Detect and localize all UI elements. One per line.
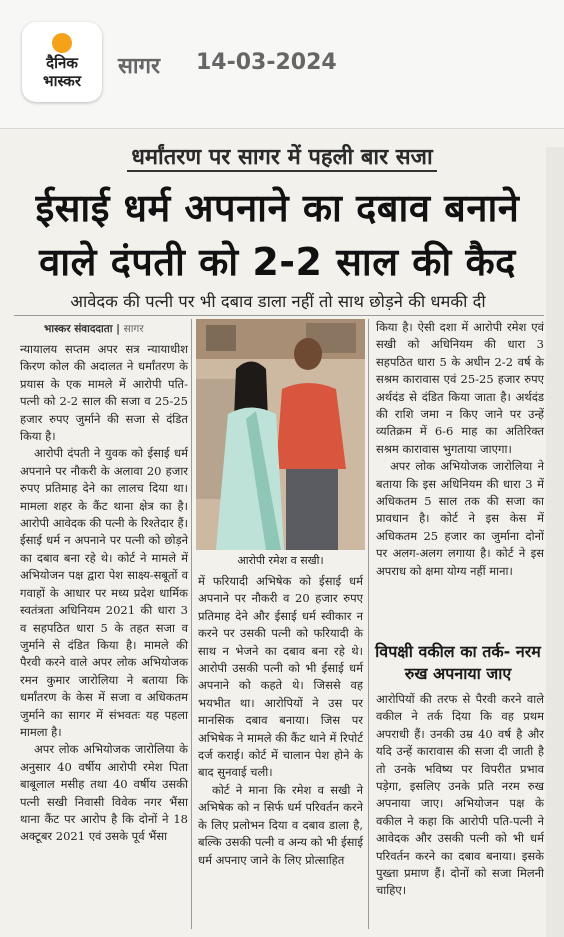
article-subheadline: आवेदक की पत्नी पर भी दबाव डाला नहीं तो साथ छोड़ने की धमकी दी (70, 292, 486, 311)
paragraph: किया है। ऐसी दशा में आरोपी रमेश एवं सखी को अधिनियम की धारा 3 सहपठित धारा 5 के अधीन 2-2 वर्ष के सश्रम कारावास एवं 25-25 हजार रुपए अर्थदंड से दंडित किया जाता है। अर्थदंड की राशि जमा न किए जाने पर उन्हें व्यतिक्रम में 6-6 माह का अतिरिक्त सश्रम कारावास भुगताया जाएगा। (376, 320, 544, 456)
dainik-bhaskar-logo (22, 22, 102, 102)
paragraph: आरोपियों की तरफ से पैरवी करने वाले वकील ने तर्क दिया कि वह प्रथम अपराधी हैं। उनकी उम्र 40 वर्ष है और यदि उन्हें कारावास की सजा दी जाती है तो उनके भविष्य पर विपरीत प्रभाव पड़ेगा, इसलिए उनके प्रति नरम रुख अपनाया जाए। अभियोजन पक्ष के वकील ने कहा कि आरोपी पति-पत्नी ने आवेदक और उसकी पत्नी को भी धर्म परिवर्तन करने का दबाव बनाया। इसके पुख्ता प्रमाण हैं। दोनों को सजा मिलनी चाहिए। (376, 692, 544, 898)
article-column-3-continued (376, 691, 544, 900)
byline-author: भास्कर संवाददाता (44, 323, 113, 335)
article-column-3 (376, 319, 544, 580)
byline: भास्कर संवाददाता | सागर (44, 323, 144, 335)
article-column-1 (20, 341, 188, 846)
divider (14, 315, 544, 316)
sun-icon (52, 33, 72, 53)
edition-date: 14-03-2024 (196, 50, 337, 75)
paragraph: न्यायालय सप्तम अपर सत्र न्यायाधीश किरण कोल की अदालत ने धर्मांतरण के प्रयास के एक मामले में आरोपी पति-पत्नी को 2-2 साल की सजा व 25-25 हजार रुपए जुर्माने की सजा से दंडित किया है। (20, 342, 188, 444)
logo-text-line2: भास्कर (43, 72, 81, 90)
article-column-2 (198, 573, 363, 869)
article-headline (10, 181, 545, 289)
column-divider (368, 319, 369, 929)
byline-city: सागर (123, 323, 144, 335)
couple-photo (196, 319, 365, 550)
page-header (0, 0, 564, 129)
column-subheading: विपक्षी वकील का तर्क- नरम रुख अपनाया जाए (375, 642, 541, 683)
adjacent-page-edge (546, 147, 564, 937)
paragraph: अपर लोक अभियोजक जारोलिया के अनुसार 40 वर्षीय आरोपी रमेश पिता बाबूलाल मसीह तथा 40 वर्षीय उसकी पत्नी सखी निवासी विवेक नगर भैंसा थाना कैंट पर आरोप है कि दोनों ने 18 अक्टूबर 2021 एवं उसके पूर्व भैंसा (20, 742, 188, 844)
paragraph: में फरियादी अभिषेक को ईसाई धर्म अपनाने पर नौकरी व 20 हजार रुपए प्रतिमाह देने और ईसाई धर्म स्वीकार न करने पर उसकी पत्नी को फरियादी के साथ न भेजने का दबाव बना रहे थे। आरोपी उसकी पत्नी को भी ईसाई धर्म अपनाने को कहते थे। जिससे वह भयभीत था। आरोपियों ने उस पर मानसिक दबाव बनाया। जिस पर अभिषेक ने मामले की कैंट थाने में रिपोर्ट दर्ज कराई। कोर्ट में चालान पेश होने के बाद सुनवाई चली। (198, 574, 363, 780)
paragraph: कोर्ट ने माना कि रमेश व सखी ने अभिषेक को न सिर्फ धर्म परिवर्तन करने के लिए प्रलोभन दिया व दबाव डाला है, बल्कि उसकी पत्नी व अन्य को भी ईसाई धर्म अपनाए जाने के लिए प्रोत्साहित (198, 782, 363, 867)
article-kicker: धर्मांतरण पर सागर में पहली बार सजा (0, 141, 564, 171)
photo-illustration (196, 319, 365, 550)
photo-caption: आरोपी रमेश व सखी। (237, 554, 324, 567)
paragraph: आरोपी दंपती ने युवक को ईसाई धर्म अपनाने पर नौकरी के अलावा 20 हजार रुपए प्रतिमाह देने का लालच दिया था। मामला शहर के कैंट थाना क्षेत्र का है। आरोपी आवेदक की पत्नी के रिश्तेदार हैं। ईसाई धर्म न अपनाने पर पत्नी को छोड़ने का दबाव बना रहे थे। कोर्ट ने मामले में अभियोजन पक्ष द्वारा पेश साक्ष्य-सबूतों व गवाहों के आधार पर मध्य प्रदेश धार्मिक स्वतंत्रता अधिनियम 2021 की धारा 3 व सहपठित धारा 5 के तहत सजा व जुर्माने से दंडित किया है। मामले की पैरवी करने वाले अपर लोक अभियोजक रमन कुमार जारोलिया ने बताया कि धर्मांतरण के केस में सजा व अधिकतम जुर्माने का सागर में संभवतः यह पहला मामला है। (20, 446, 188, 739)
logo-text-line1: दैनिक (46, 54, 78, 72)
paragraph: अपर लोक अभियोजक जारोलिया ने बताया कि इस अधिनियम की धारा 3 में अधिकतम 5 साल तक की सजा का प्रावधान है। कोर्ट ने इस केस में अधिकतम 25 हजार का जुर्माना दोनों पर अलग-अलग लगाया है। कोर्ट ने इस अपराध को क्षमा योग्य नहीं माना। (376, 459, 544, 578)
newspaper-clipping (0, 129, 564, 937)
edition-city: सागर (118, 54, 160, 79)
headline-line-2: वाले दंपती को 2-2 साल की कैद (39, 240, 516, 284)
column-divider (191, 319, 192, 929)
headline-line-1: ईसाई धर्म अपनाने का दबाव बनाने (35, 186, 520, 230)
